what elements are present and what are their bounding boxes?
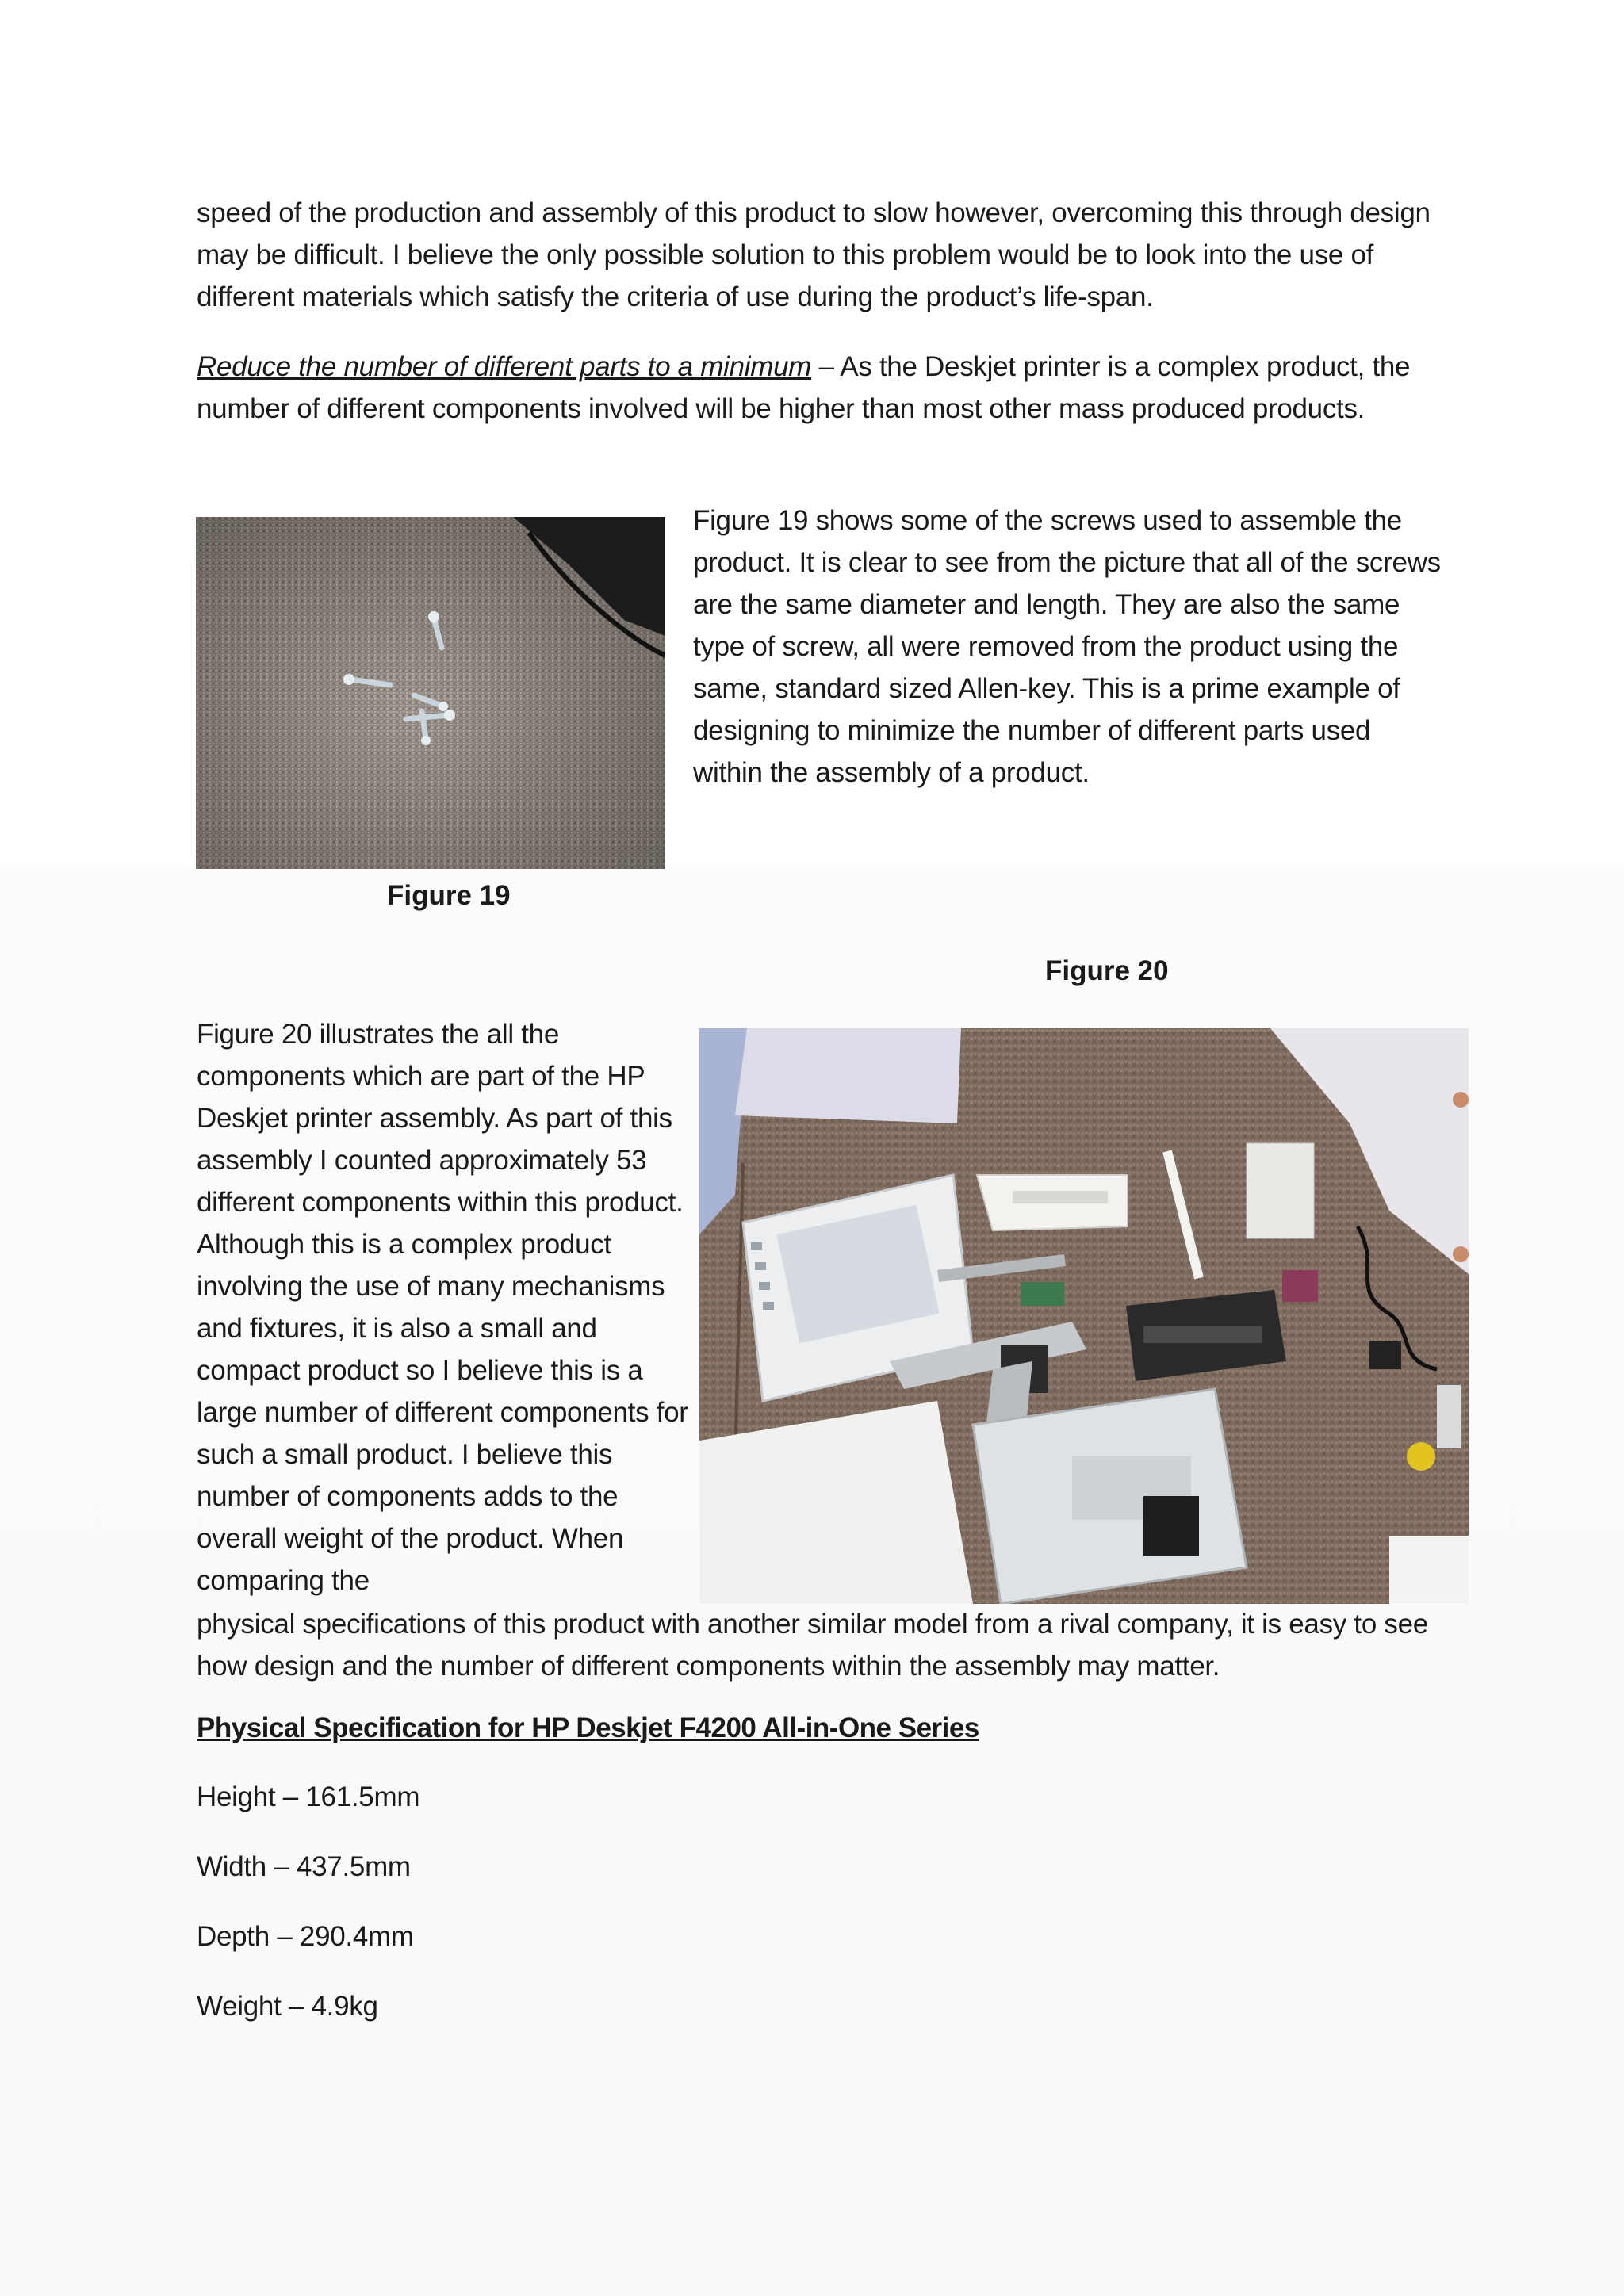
spec-depth: Depth – 290.4mm — [197, 1921, 414, 1952]
figure-20-caption: Figure 20 — [1045, 955, 1169, 986]
body-paragraph — [197, 346, 1450, 430]
spec-weight: Weight – 4.9kg — [197, 1991, 378, 2022]
figure-20-image — [699, 1028, 1469, 1604]
inline-text: – As the Deskjet printer is a complex product, the number of different components involved will be higher than most other mass produced products. — [197, 351, 1411, 424]
figure-19-image — [196, 517, 665, 869]
figure-19-description: Figure 19 shows some of the screws used to assemble the product. It is clear to see from the picture that all of the screws are the same diameter and length. They are also the same type of screw, all were removed from the product using the same, standard sized Allen-key. This is a prime example of designing to minimize the number of different parts used within the assembly of a product. — [693, 505, 1441, 788]
body-paragraph: physical specifications of this product with another similar model from a rival company, it is easy to see how design and the number of different components within the assembly may matter. — [197, 1609, 1428, 1682]
inline-heading: Reduce the number of different parts to a minimum — [197, 351, 812, 382]
spec-height: Height – 161.5mm — [197, 1781, 420, 1812]
spec-width: Width – 437.5mm — [197, 1851, 411, 1882]
spec-heading: Physical Specification for HP Deskjet F4200 All-in-One Series — [197, 1712, 979, 1743]
figure-19-caption: Figure 19 — [387, 880, 511, 911]
body-paragraph: speed of the production and assembly of this product to slow however, overcoming this through design may be difficult. I believe the only possible solution to this problem would be to look into the use of different materials which satisfy the criteria of use during the product’s life-span. — [197, 197, 1431, 312]
figure-20-description: Figure 20 illustrates the all the components which are part of the HP Deskjet printer assembly. As part of this assembly I counted approximately 53 different components within this product. Although this is a complex product involving the use of many mechanisms and fixtures, it is also a small and compact product so I believe this is a large number of different components for such a small product. I believe this number of components adds to the overall weight of the product. When comparing the — [197, 1019, 688, 1596]
